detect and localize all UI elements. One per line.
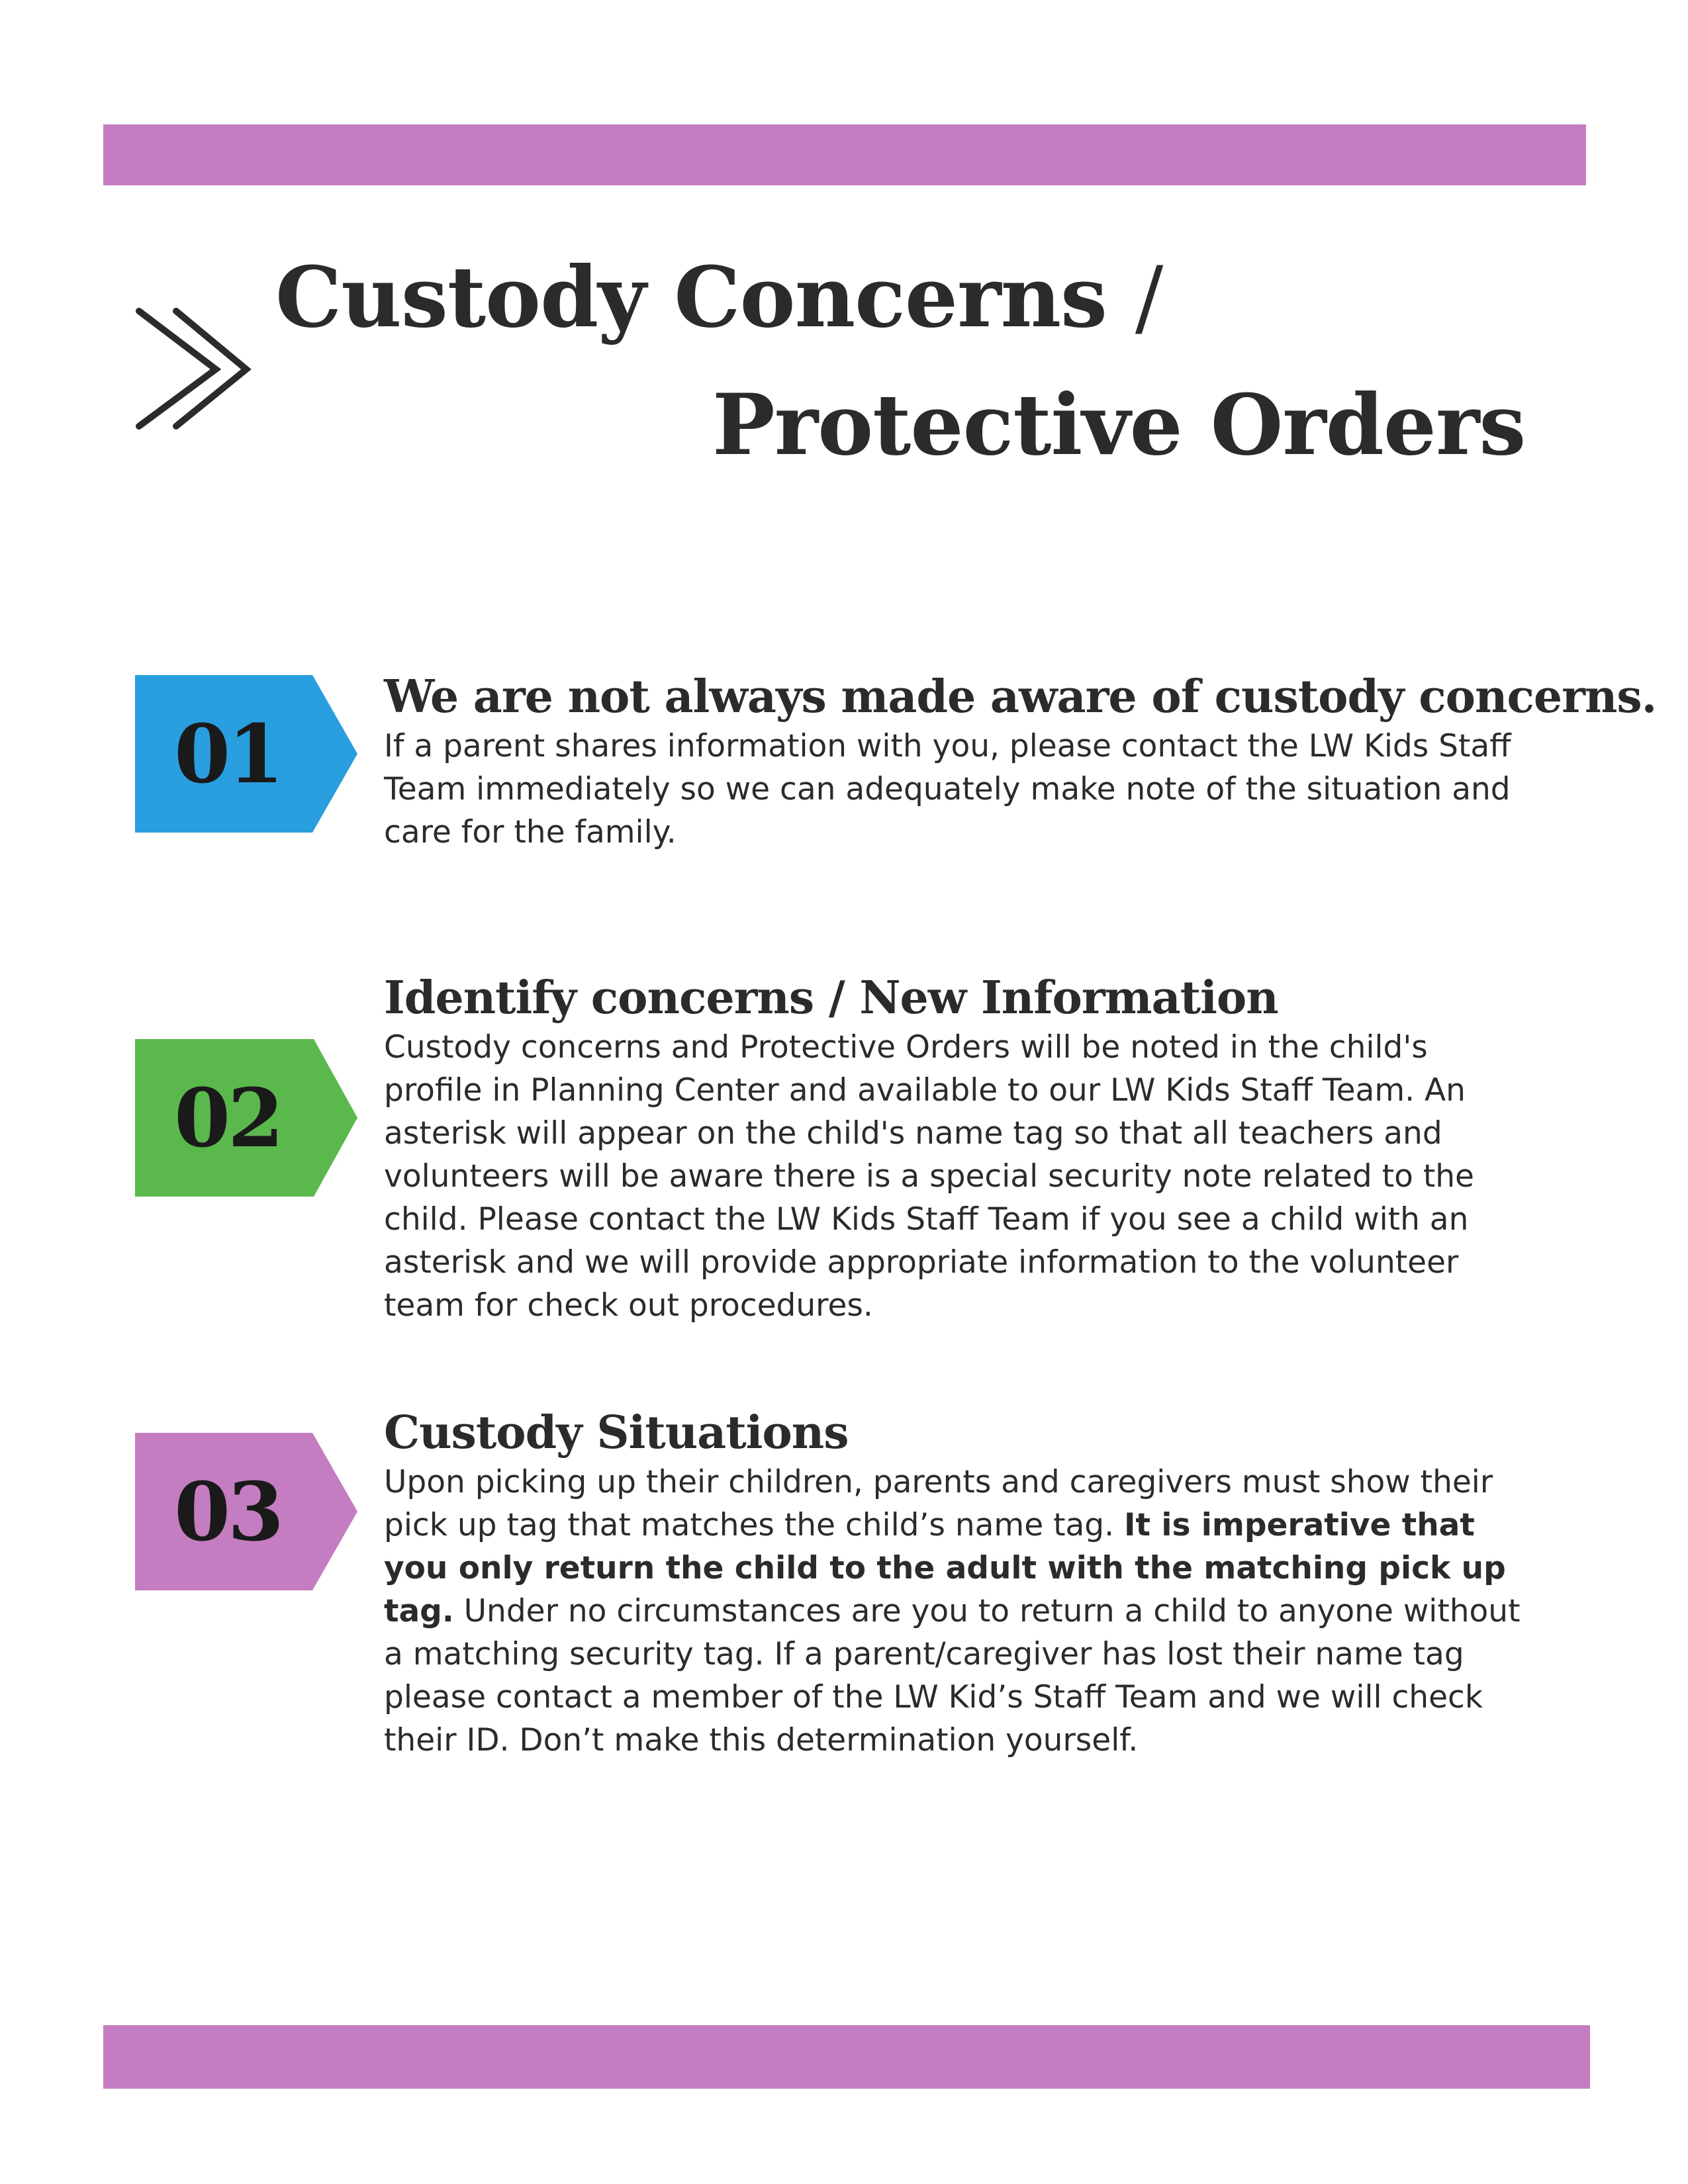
title-slash: / [1135, 249, 1163, 346]
section-03 [384, 1406, 1536, 1762]
page-title-line-2: Protective Orders [712, 376, 1526, 474]
step-number: 02 [174, 1070, 281, 1165]
double-chevron-right-icon [130, 291, 262, 437]
step-badge-02 [135, 1039, 360, 1197]
section-heading: Custody Situations [384, 1406, 849, 1459]
step-number: 03 [174, 1464, 281, 1559]
step-badge-03 [135, 1433, 360, 1590]
section-01 [384, 670, 1657, 854]
section-body: Custody concerns and Protective Orders will be noted in the child's profile in Planning Center and available to our LW Kids Staff Team. An asterisk will appear on the child's name tag so that all teachers and volunteers will be aware there is a special security note related to the child. Please contact the LW Kids Staff Team if you see a child with an asterisk and we will provide appropriate information to the volunteer team for check out procedures. [384, 1029, 1474, 1324]
step-badge-01 [135, 675, 360, 833]
step-number: 01 [174, 706, 281, 801]
body-text-part-1: Upon picking up their children, parents and caregivers must show their pick up tag that matches the child’s name tag. [384, 1464, 1493, 1543]
section-02 [384, 972, 1536, 1327]
section-body [384, 1461, 1536, 1762]
top-color-band [103, 124, 1586, 185]
section-heading: Identify concerns / New Information [384, 972, 1278, 1024]
body-text-emphasis: It is imperative that you only return the child to the adult with the matching pick up tag. [384, 1507, 1506, 1629]
bottom-color-band [103, 2025, 1590, 2089]
page-title-line-1: Custody Concerns / [275, 248, 1163, 346]
section-heading: We are not always made aware of custody concerns. [384, 670, 1657, 723]
body-text-part-2: Under no circumstances are you to return a child to anyone without a matching security tag. If a parent/caregiver has lost their name tag please contact a member of the LW Kid’s Staff Team and we will check their ID. Don’t make this determination yourself. [384, 1593, 1521, 1758]
section-body: If a parent shares information with you, please contact the LW Kids Staff Team immediately so we can adequately make note of the situation and care for the family. [384, 728, 1511, 850]
